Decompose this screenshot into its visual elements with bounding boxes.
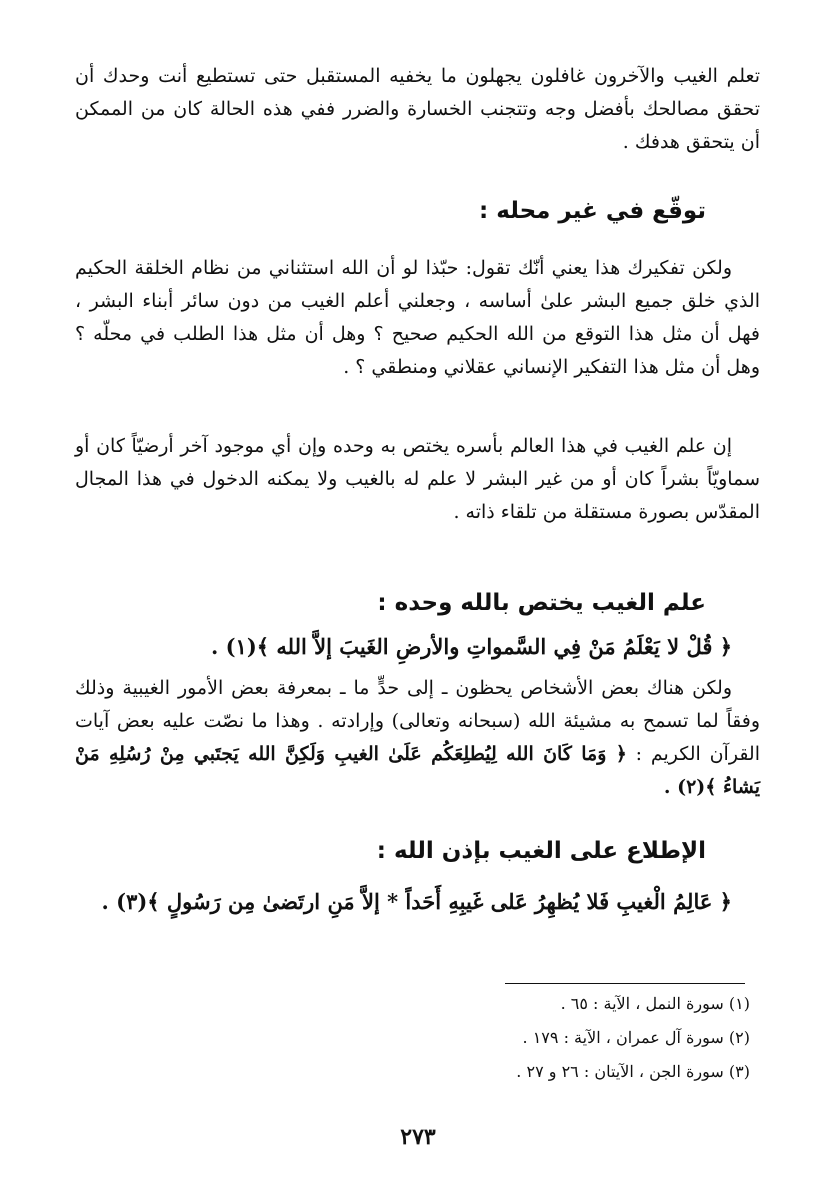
- page-number: ٢٧٣: [400, 1124, 436, 1150]
- paragraph-block-2: [75, 252, 760, 384]
- paragraph-continued: [75, 60, 760, 159]
- paragraph-block-3: [75, 430, 760, 529]
- section-heading-by-permission: الإطلاع على الغيب بإذن الله :: [376, 838, 706, 864]
- quran-verse-3: ﴿ عَالِمُ الْغيبِ فَلا يُظهِرُ عَلى غَيبِهِ أَحَداً * إلاَّ مَنِ ارتَضىٰ مِن رَسُولٍ ﴾(٣) .: [101, 889, 732, 914]
- footnote-1: (١) سورة النمل ، الآية : ٦٥ .: [560, 994, 750, 1013]
- paragraph-4: [75, 672, 760, 804]
- footnote-3: (٣) سورة الجن ، الآيتان : ٢٦ و ٢٧ .: [516, 1062, 750, 1081]
- quran-verse-block-1: [75, 630, 760, 663]
- paragraph-1: تعلم الغيب والآخرون غافلون يجهلون ما يخفيه المستقبل حتى تستطيع أنت وحدك أن تحقق مصالحك بأفضل وجه وتتجنب الخسارة والضرر ففي هذه الحالة كان من الممكن أن يتحقق هدفك .: [75, 65, 760, 153]
- quran-verse-block-3: [75, 882, 760, 922]
- section-heading-misplaced-expectation: توقّع في غير محله :: [479, 198, 706, 224]
- paragraph-4-text: ولكن هناك بعض الأشخاص يحظون ـ إلى حدٍّ ما ـ بمعرفة بعض الأمور الغيبية وذلك وفقاً لما تسمح به مشيئة الله (سبحانه وتعالى) وإرادته . وهذا ما نصّت عليه بعض آيات القرآن الكريم :: [75, 677, 760, 765]
- footnote-divider: [505, 983, 745, 984]
- paragraph-3: إن علم الغيب في هذا العالم بأسره يختص به وحده وإن أي موجود آخر أرضيّاً كان أو سماويّاً بشراً كان أو من غير البشر لا علم له بالغيب ولا يمكنه الدخول في هذا المجال المقدّس بصورة مستقلة من تلقاء ذاته .: [75, 435, 760, 523]
- paragraph-2: ولكن تفكيرك هذا يعني أنّك تقول: حبّذا لو أن الله استثناني من نظام الخلقة الحكيم الذي خلق جميع البشر علىٰ أساسه ، وجعلني أعلم الغيب من دون سائر أبناء البشر ، فهل أن مثل هذا التوقع من الله الحكيم صحيح ؟ وهل أن مثل هذا الطلب في محلّه ؟ وهل أن مثل هذا التفكير الإنساني عقلاني ومنطقي ؟ .: [75, 257, 760, 378]
- footnote-2: (٢) سورة آل عمران ، الآية : ١٧٩ .: [522, 1028, 750, 1047]
- paragraph-block-4: [75, 672, 760, 804]
- section-heading-knowledge-of-unseen: علم الغيب يختص بالله وحده :: [377, 590, 706, 616]
- quran-verse-1: ﴿ قُلْ لا يَعْلَمُ مَنْ فِي السَّمواتِ والأرضِ الغَيبَ إلاَّ الله ﴾(١) .: [210, 634, 732, 659]
- quran-verse-2: ﴿ وَمَا كَانَ الله لِيُطلِعَكُم عَلَىٰ الغيبِ وَلَكِنَّ الله يَجتَبي مِنْ رُسُلِهِ مَنْ يَشاءُ ﴾(٢) .: [75, 743, 760, 798]
